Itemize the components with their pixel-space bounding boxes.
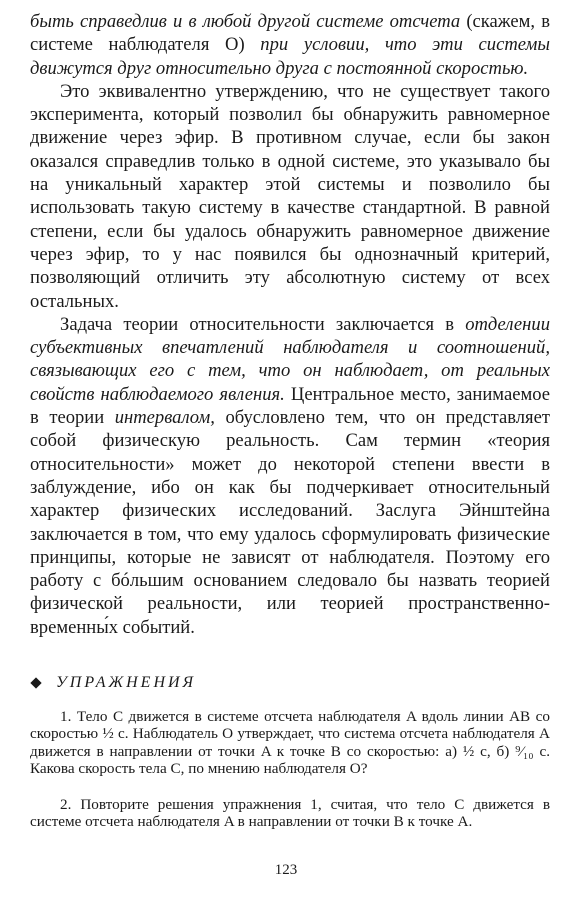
paragraph-2: Это эквивалентно утверждению, что не существует такого эксперимента, который позволил бы обнаружить равномерное движение через эфир. В противном случае, если бы закон оказался справедлив только в одной системе, это указывало бы на уникальный характер этой системы и позволило бы использовать такую систему в качестве стандартной. В равной степени, если бы удалось обнаружить равномерное движение через эфир, то у нас появился бы однозначный критерий, позволяющий отличить эту абсолютную систему от всех остальных. bbox=[30, 80, 550, 312]
main-text bbox=[30, 10, 550, 639]
paragraph-3-plain-c: обусловлено тем, что он представляет собой физическую реальность. Сам термин «теория относительности» может до некоторой степени ввести в заблуждение, ибо он как бы подчеркивает относительный характер физических исследований. Заслуга Эйнштейна заключается в том, что ему удалось сформулировать физические принципы, которые не зависят от наблюдателя. Поэтому его работу с бóльшим основанием следовало бы назвать теорией физической реальности, или теорией пространственно-временны́х событий. bbox=[30, 407, 550, 638]
paragraph-3-italic-a: отделении субъективных впечатлений наблюдателя и соотношений, связывающих его с тем, что он наблюдает, от реальных свойств наблюдаемого явления. bbox=[30, 313, 550, 405]
paragraph-1-italic-a: быть справедлив и в любой другой системе отсчета bbox=[30, 11, 461, 32]
exercise-1: 1. Тело C движется в системе отсчета наблюдателя A вдоль линии AB со скоростью ½ c. Наблюдатель O утверждает, что система отсчета наблюдателя A движется в направлении от точки A к точке B со скоростью: а) ½ c, б) ⁹⁄₁₀ c. Какова скорость тела C, по мнению наблюдателя O? bbox=[30, 708, 550, 778]
page-content bbox=[30, 10, 550, 830]
exercises-heading bbox=[30, 674, 550, 692]
exercise-2: 2. Повторите решения упражнения 1, считая, что тело C движется в системе отсчета наблюдателя A в направлении от точки B к точке A. bbox=[30, 795, 550, 831]
paragraph-3-italic-b: интервалом, bbox=[114, 407, 215, 429]
paragraph-1-italic-b: при условии, что эти системы движутся друг относительно друга с постоянной скоростью. bbox=[30, 34, 550, 79]
paragraph-1 bbox=[30, 10, 550, 80]
paragraph-3 bbox=[30, 313, 550, 639]
paragraph-1-plain: (скажем, в системе наблюдателя O) bbox=[30, 11, 550, 56]
paragraph-3-plain-b: Центральное место, занимаемое в теории bbox=[30, 383, 550, 429]
page-number: 123 bbox=[274, 862, 298, 878]
diamond-bullet-icon bbox=[30, 677, 41, 688]
paragraph-3-plain-a: Задача теории относительности заключается в bbox=[60, 313, 466, 335]
exercises-heading-label: УПРАЖНЕНИЯ bbox=[56, 674, 197, 692]
